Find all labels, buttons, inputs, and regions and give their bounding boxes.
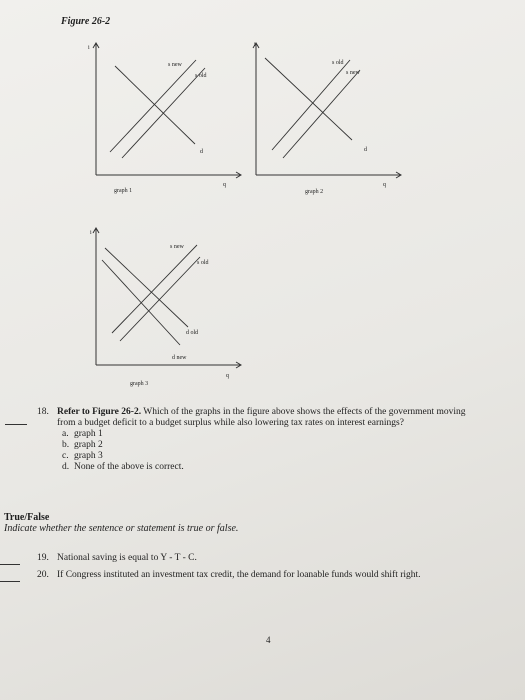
option-b[interactable]: b. graph 2 — [62, 440, 103, 450]
supply-old-label: s old — [197, 260, 209, 266]
question-number: 20. — [37, 570, 49, 580]
option-c[interactable]: c. graph 3 — [62, 451, 103, 461]
demand-old-label: d old — [186, 330, 199, 336]
x-axis-label: q — [226, 373, 229, 379]
page-number: 4 — [266, 635, 271, 645]
supply-new-label: s new — [346, 70, 360, 76]
question-number: 19. — [37, 553, 49, 563]
demand-line — [265, 58, 352, 140]
supply-old-label: s old — [332, 60, 344, 66]
supply-new-line — [283, 70, 360, 158]
graph-caption: graph 3 — [130, 381, 149, 387]
supply-new-label: s new — [170, 244, 184, 250]
demand-label: d — [200, 149, 203, 155]
supply-old-label: s old — [195, 73, 207, 79]
demand-new-line — [102, 260, 180, 345]
section-title: True/False — [4, 512, 50, 523]
question-text-line-1: Which of the graphs in the figure above shows the effects of the government moving — [143, 407, 466, 417]
demand-line — [115, 66, 195, 144]
figure-title: Figure 26-2 — [61, 16, 111, 27]
option-text: graph 2 — [74, 440, 103, 450]
question-text: National saving is equal to Y - T - C. — [57, 553, 197, 563]
demand-new-label: d new — [172, 355, 187, 361]
graph-3 — [60, 225, 250, 390]
supply-old-line — [272, 60, 350, 150]
supply-new-label: s new — [168, 62, 182, 68]
answer-blank-19[interactable] — [0, 564, 20, 565]
question-text-line-2: from a budget deficit to a budget surplus while also lowering tax rates on interest earnings? — [57, 418, 404, 428]
y-axis-label: i — [88, 45, 90, 51]
option-d[interactable]: d. None of the above is correct. — [62, 462, 184, 472]
figure-reference: Refer to Figure 26-2. — [57, 407, 142, 417]
y-axis-label: i — [90, 230, 92, 236]
option-a[interactable]: a. graph 1 — [62, 429, 103, 439]
x-axis-label: q — [223, 182, 226, 188]
answer-blank-18[interactable] — [5, 424, 27, 425]
demand-label: d — [364, 147, 367, 153]
answer-blank-20[interactable] — [0, 581, 20, 582]
section-instruction: Indicate whether the sentence or statement is true or false. — [4, 523, 239, 534]
x-axis-label: q — [383, 182, 386, 188]
question-text: If Congress instituted an investment tax credit, the demand for loanable funds would shift right. — [57, 570, 421, 580]
option-text: None of the above is correct. — [74, 462, 184, 472]
supply-old-line — [120, 257, 200, 341]
y-axis-label: i — [254, 42, 256, 48]
graph-2 — [220, 40, 410, 200]
option-text: graph 3 — [74, 451, 103, 461]
option-text: graph 1 — [74, 429, 103, 439]
graph-caption: graph 1 — [114, 188, 133, 194]
demand-old-line — [105, 248, 188, 327]
question-number: 18. — [37, 407, 49, 417]
graph-caption: graph 2 — [305, 189, 324, 195]
supply-new-line — [112, 245, 197, 333]
